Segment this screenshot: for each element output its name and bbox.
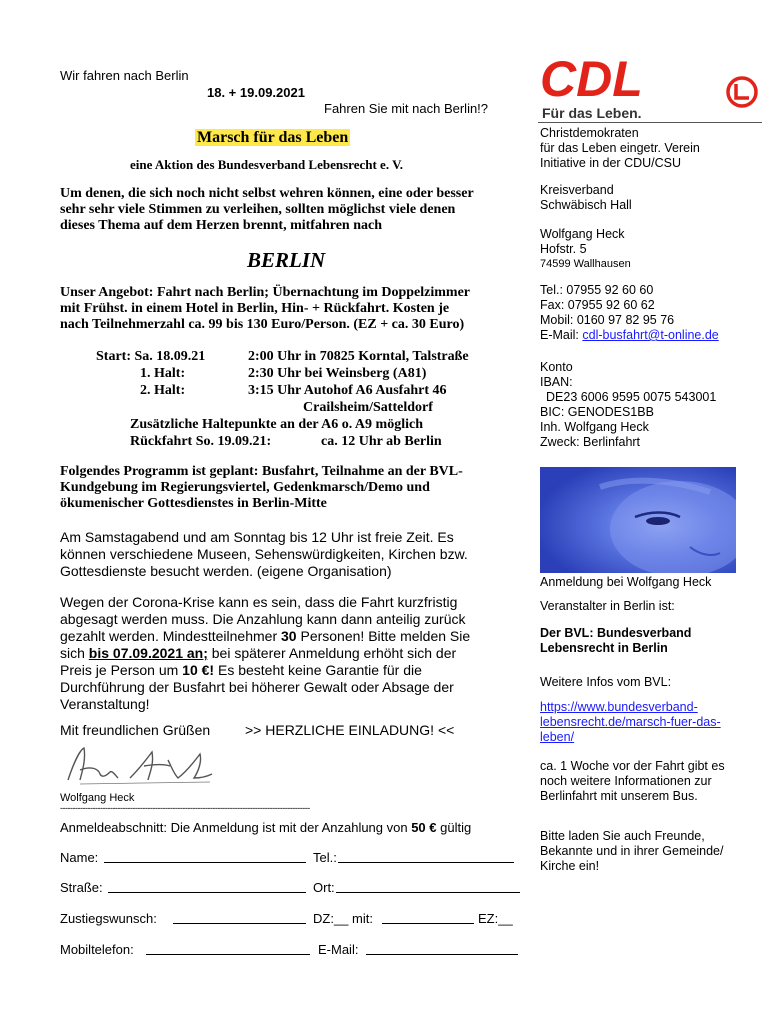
- street-label: Straße:: [60, 880, 103, 895]
- contact-email-link[interactable]: cdl-busfahrt@t-online.de: [582, 328, 719, 342]
- week-note-line: Berlinfahrt mit unserem Bus.: [540, 789, 698, 803]
- offer-line: Unser Angebot: Fahrt nach Berlin; Übernachtung im Doppelzimmer: [60, 285, 470, 300]
- email-field[interactable]: [366, 942, 518, 955]
- stop-label: Zustiegswunsch:: [60, 911, 157, 926]
- corona-line: abgesagt werden muss. Die Anzahlung kann dann anteilig zurück: [60, 611, 466, 627]
- signer-name: Wolfgang Heck: [60, 792, 135, 804]
- city-field[interactable]: [336, 880, 520, 893]
- organizer-label: Veranstalter in Berlin ist:: [540, 599, 675, 613]
- surcharge: 10 €!: [182, 662, 215, 678]
- week-note: [540, 759, 762, 804]
- halt2-value: 3:15 Uhr Autohof A6 Ausfahrt 46: [248, 383, 447, 398]
- logo-divider: [538, 122, 762, 123]
- weekend-line: Gottesdienste besucht werden. (eigene Organisation): [60, 563, 392, 579]
- offer-line: nach Teilnehmerzahl ca. 99 bis 130 Euro/Person. (EZ + ca. 30 Euro): [60, 317, 465, 332]
- organizer-line: Der BVL: Bundesverband: [540, 626, 692, 640]
- corona-text: gezahlt werden. Mindestteilnehmer: [60, 628, 282, 644]
- mobile-label: Mobiltelefon:: [60, 942, 134, 957]
- return-value: ca. 12 Uhr ab Berlin: [321, 434, 442, 449]
- invite-friends: [540, 829, 762, 874]
- cut-line: ----------------------------------------------------------------------------------------------------: [60, 803, 310, 813]
- district-block: [540, 183, 762, 213]
- program-paragraph: [60, 464, 520, 512]
- halt2-label: 2. Halt:: [140, 383, 186, 398]
- start-value: 2:00 Uhr in 70825 Korntal, Talstraße: [248, 349, 469, 364]
- week-note-line: noch weitere Informationen zur: [540, 774, 712, 788]
- dz-label: DZ:__ mit:: [313, 911, 373, 926]
- corona-line: Wegen der Corona-Krise kann es sein, dass die Fahrt kurzfristig: [60, 594, 458, 610]
- street-field[interactable]: [108, 880, 306, 893]
- signature-drawing: [60, 740, 220, 790]
- contact-fax: Fax: 07955 92 60 62: [540, 298, 655, 312]
- week-note-line: ca. 1 Woche vor der Fahrt gibt es: [540, 759, 725, 773]
- corona-text: bei späterer Anmeldung erhöht sich der: [207, 645, 457, 661]
- halt1-value: 2:30 Uhr bei Weinsberg (A81): [248, 366, 427, 381]
- photo-caption: Anmeldung bei Wolfgang Heck: [540, 575, 712, 589]
- organizer-name: [540, 626, 762, 656]
- org-line: Christdemokraten: [540, 126, 639, 140]
- corona-text: sich: [60, 645, 89, 661]
- bvl-link-line[interactable]: lebensrecht.de/marsch-fuer-das-: [540, 715, 721, 729]
- bank-konto: Konto: [540, 360, 573, 374]
- form-intro-text: Anmeldeabschnitt: Die Anmeldung ist mit der Anzahlung von: [60, 820, 412, 835]
- deadline: bis 07.09.2021 an;: [88, 645, 208, 661]
- contact-name: Wolfgang Heck: [540, 227, 625, 241]
- tel-field[interactable]: [338, 850, 514, 863]
- halt1-label: 1. Halt:: [140, 366, 186, 381]
- name-field[interactable]: [104, 850, 306, 863]
- ez-label: EZ:__: [478, 911, 513, 926]
- contact-zip: 74599 Wallhausen: [540, 258, 631, 270]
- org-line: für das Leben eingetr. Verein: [540, 141, 700, 155]
- closing: Mit freundlichen Grüßen: [60, 722, 211, 738]
- weekend-line: können verschiedene Museen, Sehenswürdigkeiten, Kirchen bzw.: [60, 546, 468, 562]
- bank-iban: DE23 6006 9595 0075 543001: [546, 390, 717, 404]
- page-subtitle: eine Aktion des Bundesverband Lebensrecht e. V.: [130, 157, 404, 172]
- weekend-paragraph: [60, 529, 520, 580]
- invite-friends-line: Bekannte und in ihrer Gemeinde/: [540, 844, 724, 858]
- program-line: Folgendes Programm ist geplant: Busfahrt, Teilnahme an der BVL-: [60, 464, 463, 479]
- invitation: >> HERZLICHE EINLADUNG! <<: [245, 722, 455, 738]
- phone-block: [540, 283, 762, 343]
- name-label: Name:: [60, 850, 99, 865]
- intro-line: dieses Thema auf dem Herzen brennt, mitfahren nach: [60, 218, 382, 233]
- form-intro-text: gültig: [436, 820, 472, 835]
- email-label: E-Mail:: [318, 942, 359, 957]
- corona-line: Veranstaltung!: [60, 696, 150, 712]
- intro-paragraph: [60, 186, 520, 234]
- bvl-link-line[interactable]: leben/: [540, 730, 575, 744]
- bank-block: [540, 360, 762, 450]
- extra-stops: Zusätzliche Haltepunkte an der A6 o. A9 möglich: [130, 417, 423, 432]
- org-line: Initiative in der CDU/CSU: [540, 156, 682, 170]
- corona-text: Personen! Bitte melden Sie: [296, 628, 471, 644]
- org-block: [540, 126, 762, 171]
- halt2-continued: Crailsheim/Satteldorf: [303, 400, 433, 415]
- roommate-field[interactable]: [382, 911, 474, 924]
- district-line: Kreisverband: [540, 183, 614, 197]
- corona-line: [60, 628, 520, 645]
- stop-field[interactable]: [173, 911, 306, 924]
- contact-email-row: [540, 328, 762, 343]
- city-heading: BERLIN: [247, 248, 326, 272]
- tel-label: Tel.:: [313, 850, 337, 865]
- contact-street: Hofstr. 5: [540, 242, 587, 256]
- signature: [60, 740, 220, 790]
- cdl-logo-graphic: [538, 50, 762, 122]
- corona-text: Es besteht keine Garantie für die: [214, 662, 422, 678]
- offer-line: mit Frühst. in einem Hotel in Berlin, Hin- + Rückfahrt. Kosten je: [60, 301, 450, 316]
- header-line-3: Fahren Sie mit nach Berlin!?: [324, 101, 489, 116]
- organizer-line: Lebensrecht in Berlin: [540, 641, 668, 655]
- invite-friends-line: Kirche ein!: [540, 859, 600, 873]
- logo-tagline: Für das Leben.: [542, 105, 642, 121]
- cdl-logo: [538, 50, 762, 122]
- corona-paragraph: [60, 594, 520, 713]
- invite-friends-line: Bitte laden Sie auch Freunde,: [540, 829, 705, 843]
- corona-line: [60, 645, 520, 662]
- corona-line: Durchführung der Busfahrt bei höherer Gewalt oder Absage der: [60, 679, 454, 695]
- contact-mobile: Mobil: 0160 97 82 95 76: [540, 313, 675, 327]
- bvl-link[interactable]: [540, 700, 762, 745]
- bank-bic: BIC: GENODES1BB: [540, 405, 654, 419]
- district-line: Schwäbisch Hall: [540, 198, 632, 212]
- program-line: Kundgebung im Regierungsviertel, Gedenkmarsch/Demo und: [60, 480, 430, 495]
- address-block: [540, 227, 762, 272]
- program-line: ökumenischer Gottesdienstes in Berlin-Mitte: [60, 496, 327, 511]
- email-label-text: E-Mail:: [540, 328, 583, 342]
- city-label: Ort:: [313, 880, 335, 895]
- corona-line: [60, 662, 520, 679]
- weekend-line: Am Samstagabend und am Sonntag bis 12 Uhr ist freie Zeit. Es: [60, 529, 454, 545]
- deposit-amount: 50 €: [411, 820, 437, 835]
- bank-owner: Inh. Wolfgang Heck: [540, 420, 649, 434]
- more-info-label: Weitere Infos vom BVL:: [540, 675, 672, 689]
- baby-photo: [540, 467, 736, 573]
- min-participants: 30: [281, 628, 297, 644]
- schedule-block: [60, 349, 520, 451]
- bank-iban-label: IBAN:: [540, 375, 573, 389]
- page-title: Marsch für das Leben: [197, 129, 349, 146]
- header-dates: 18. + 19.09.2021: [207, 85, 305, 100]
- header-line-1: Wir fahren nach Berlin: [60, 68, 189, 83]
- form-intro: [60, 820, 471, 835]
- start-label: Start: Sa. 18.09.21: [96, 349, 206, 364]
- contact-tel: Tel.: 07955 92 60 60: [540, 283, 654, 297]
- offer-paragraph: [60, 285, 520, 333]
- bank-purpose: Zweck: Berlinfahrt: [540, 435, 641, 449]
- logo-letters: CDL: [540, 51, 643, 107]
- corona-text: Preis je Person um: [60, 662, 183, 678]
- return-label: Rückfahrt So. 19.09.21:: [130, 434, 272, 449]
- baby-photo-image: [540, 467, 736, 573]
- intro-line: Um denen, die sich noch nicht selbst wehren können, eine oder besser: [60, 186, 474, 201]
- mobile-field[interactable]: [146, 942, 310, 955]
- bvl-link-line[interactable]: https://www.bundesverband-: [540, 700, 698, 714]
- intro-line: sehr sehr viele Stimmen zu verleihen, sollten möglichst viele denen: [60, 202, 456, 217]
